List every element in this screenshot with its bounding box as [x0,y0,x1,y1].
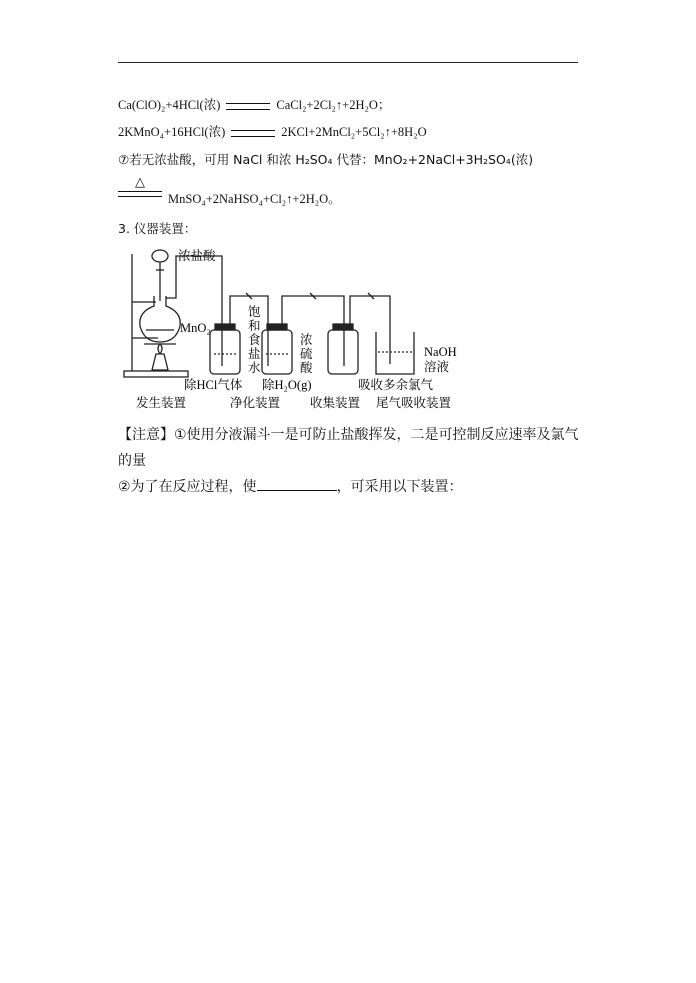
label-brine [248,304,261,375]
caption-tail-gas: 尾气吸收装置 [376,396,452,410]
stopper-2 [267,324,287,330]
wash-bottle-2 [262,330,292,374]
equation-1 [118,97,390,113]
caption-remove-h2o: 除H₂O(g) [262,378,312,392]
stopper-1 [215,324,235,330]
caption-absorb-cl2: 吸收多余氯气 [358,378,434,392]
apparatus-svg [118,246,478,416]
label-naoh: NaOH [424,345,457,359]
label-hcl: 浓盐酸 [178,249,216,263]
equals-sign [231,130,275,137]
section-3-title: 3. 仪器装置： [118,221,197,236]
caption-generation: 发生装置 [136,396,187,410]
caption-remove-hcl: 除HCl气体 [184,378,243,392]
svg-text:酸: 酸 [300,361,313,375]
svg-text:硫: 硫 [300,347,313,361]
equals-sign [118,191,162,197]
svg-text:食: 食 [248,333,261,347]
apparatus-diagram [118,246,478,416]
equals-sign [226,103,270,110]
note-1-text: ①使用分液漏斗一是可防止盐酸挥发，二是可控制反应速率及氯气的量 [118,427,579,469]
note-1-prefix: 【注意】 [118,427,174,443]
alcohol-lamp [152,354,168,370]
note-2-suffix: ，可采用以下装置： [336,479,463,495]
svg-text:水: 水 [248,361,261,375]
note-2-prefix: ②为了在反应过程，使 [118,479,257,495]
fill-blank[interactable] [257,478,337,491]
beaker [376,332,414,374]
equation-2-rhs: 2KCl+2MnCl₂+5Cl₂↑+8H₂O [281,125,427,139]
equation-1-rhs: CaCl₂+2Cl₂↑+2H₂O； [276,98,391,112]
label-solution: 溶液 [424,360,450,374]
note-1 [118,422,588,474]
stand-base [124,371,188,377]
delivery-tube-1 [166,256,222,326]
header-rule [118,62,578,63]
notes [118,422,588,500]
funnel-bulb [152,250,168,262]
svg-text:和: 和 [248,319,261,333]
heating-condition [118,176,162,197]
round-flask [140,296,180,342]
svg-text:盐: 盐 [248,347,261,361]
equation-1-lhs: Ca(ClO)₂+4HCl(浓) [118,98,221,112]
caption-collection: 收集装置 [310,396,361,410]
note-2 [118,474,588,500]
equation-2 [118,124,427,140]
svg-text:饱: 饱 [248,305,261,319]
item-7-products: MnSO₄+2NaHSO₄+Cl₂↑+2H₂O。 [168,192,341,206]
flame [158,344,162,354]
caption-purification: 净化装置 [230,396,281,410]
label-conc-h2so4 [300,333,313,375]
svg-text:浓: 浓 [300,333,313,347]
heat-triangle: △ [135,175,145,190]
collection-bottle [328,330,358,374]
wash-bottle-1 [210,330,240,374]
equation-2-lhs: 2KMnO₄+16HCl(浓) [118,125,226,139]
label-mno2: MnO₂ [180,321,211,335]
item-7-text: ⑦若无浓盐酸，可用 NaCl 和浓 H₂SO₄ 代替：MnO₂+2NaCl+3H₂SO₄(浓) [118,152,534,167]
